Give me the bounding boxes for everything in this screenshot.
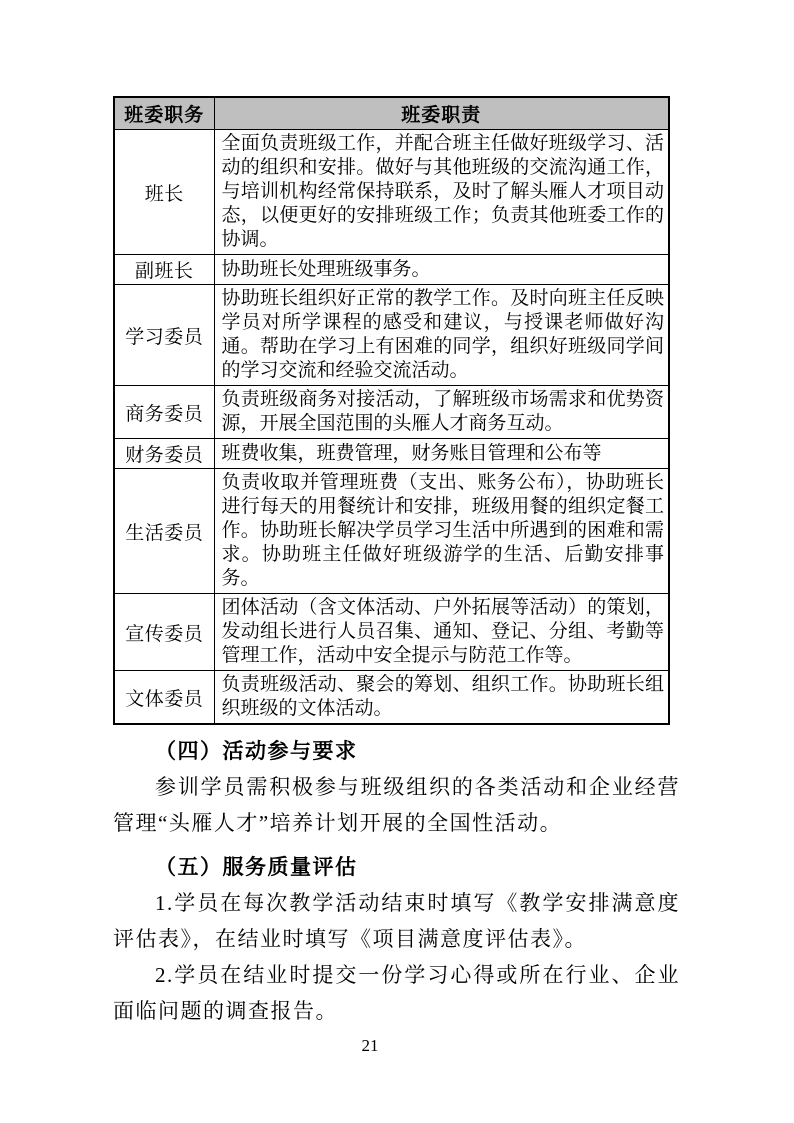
duty-cell: 负责班级活动、聚会的筹划、组织工作。协助班长组织班级的文体活动。 — [214, 671, 669, 725]
role-cell: 生活委员 — [114, 469, 214, 594]
duty-cell: 班费收集，班费管理，财务账目管理和公布等 — [214, 439, 669, 469]
table-header-role: 班委职务 — [114, 97, 214, 130]
duty-cell: 负责收取并管理班费（支出、账务公布），协助班长进行每天的用餐统计和安排，班级用餐的组织定餐工作。协助班长解决学员学习生活中所遇到的困难和需求。协助班主任做好班级游学的生活、后勤安排事务。 — [214, 469, 669, 594]
role-cell: 学习委员 — [114, 285, 214, 386]
duty-cell: 协助班长组织好正常的教学工作。及时向班主任反映学员对所学课程的感受和建议，与授课老师做好沟通。帮助在学习上有困难的同学，组织好班级同学间的学习交流和经验交流活动。 — [214, 285, 669, 386]
paragraph-service-quality-2: 2.学员在结业时提交一份学习心得或所在行业、企业面临问题的调查报告。 — [113, 963, 680, 1023]
table-header-row — [114, 97, 669, 130]
section-heading-activity-requirements: （四）活动参与要求 — [155, 739, 358, 763]
role-cell: 文体委员 — [114, 671, 214, 725]
duty-cell: 负责班级商务对接活动，了解班级市场需求和优势资源，开展全国范围的头雁人才商务互动。 — [214, 386, 669, 439]
table-row — [114, 469, 669, 594]
committee-duties-table — [113, 96, 670, 725]
paragraph-service-quality-1: 1.学员在每次教学活动结束时填写《教学安排满意度评估表》，在结业时填写《项目满意度评估表》。 — [113, 891, 680, 951]
duty-cell: 团体活动（含文体活动、户外拓展等活动）的策划，发动组长进行人员召集、通知、登记、分组、考勤等管理工作，活动中安全提示与防范工作等。 — [214, 594, 669, 671]
role-cell: 商务委员 — [114, 386, 214, 439]
role-cell: 宣传委员 — [114, 594, 214, 671]
table-row — [114, 255, 669, 285]
table-header-duty: 班委职责 — [214, 97, 669, 130]
table-row — [114, 285, 669, 386]
section-heading-service-quality: （五）服务质量评估 — [155, 855, 358, 879]
table-row — [114, 386, 669, 439]
paragraph-activity-requirements: 参训学员需积极参与班级组织的各类活动和企业经营管理“头雁人才”培养计划开展的全国性活动。 — [113, 775, 680, 835]
table-row — [114, 594, 669, 671]
duty-cell: 协助班长处理班级事务。 — [214, 255, 669, 285]
table-row — [114, 671, 669, 725]
role-cell: 副班长 — [114, 255, 214, 285]
role-cell: 班长 — [114, 130, 214, 255]
duty-cell: 全面负责班级工作，并配合班主任做好班级学习、活动的组织和安排。做好与其他班级的交流沟通工作，与培训机构经常保持联系，及时了解头雁人才项目动态，以便更好的安排班级工作；负责其他班委工作的协调。 — [214, 130, 669, 255]
role-cell: 财务委员 — [114, 439, 214, 469]
page-number: 21 — [361, 1036, 379, 1055]
table-row — [114, 130, 669, 255]
table-row — [114, 439, 669, 469]
